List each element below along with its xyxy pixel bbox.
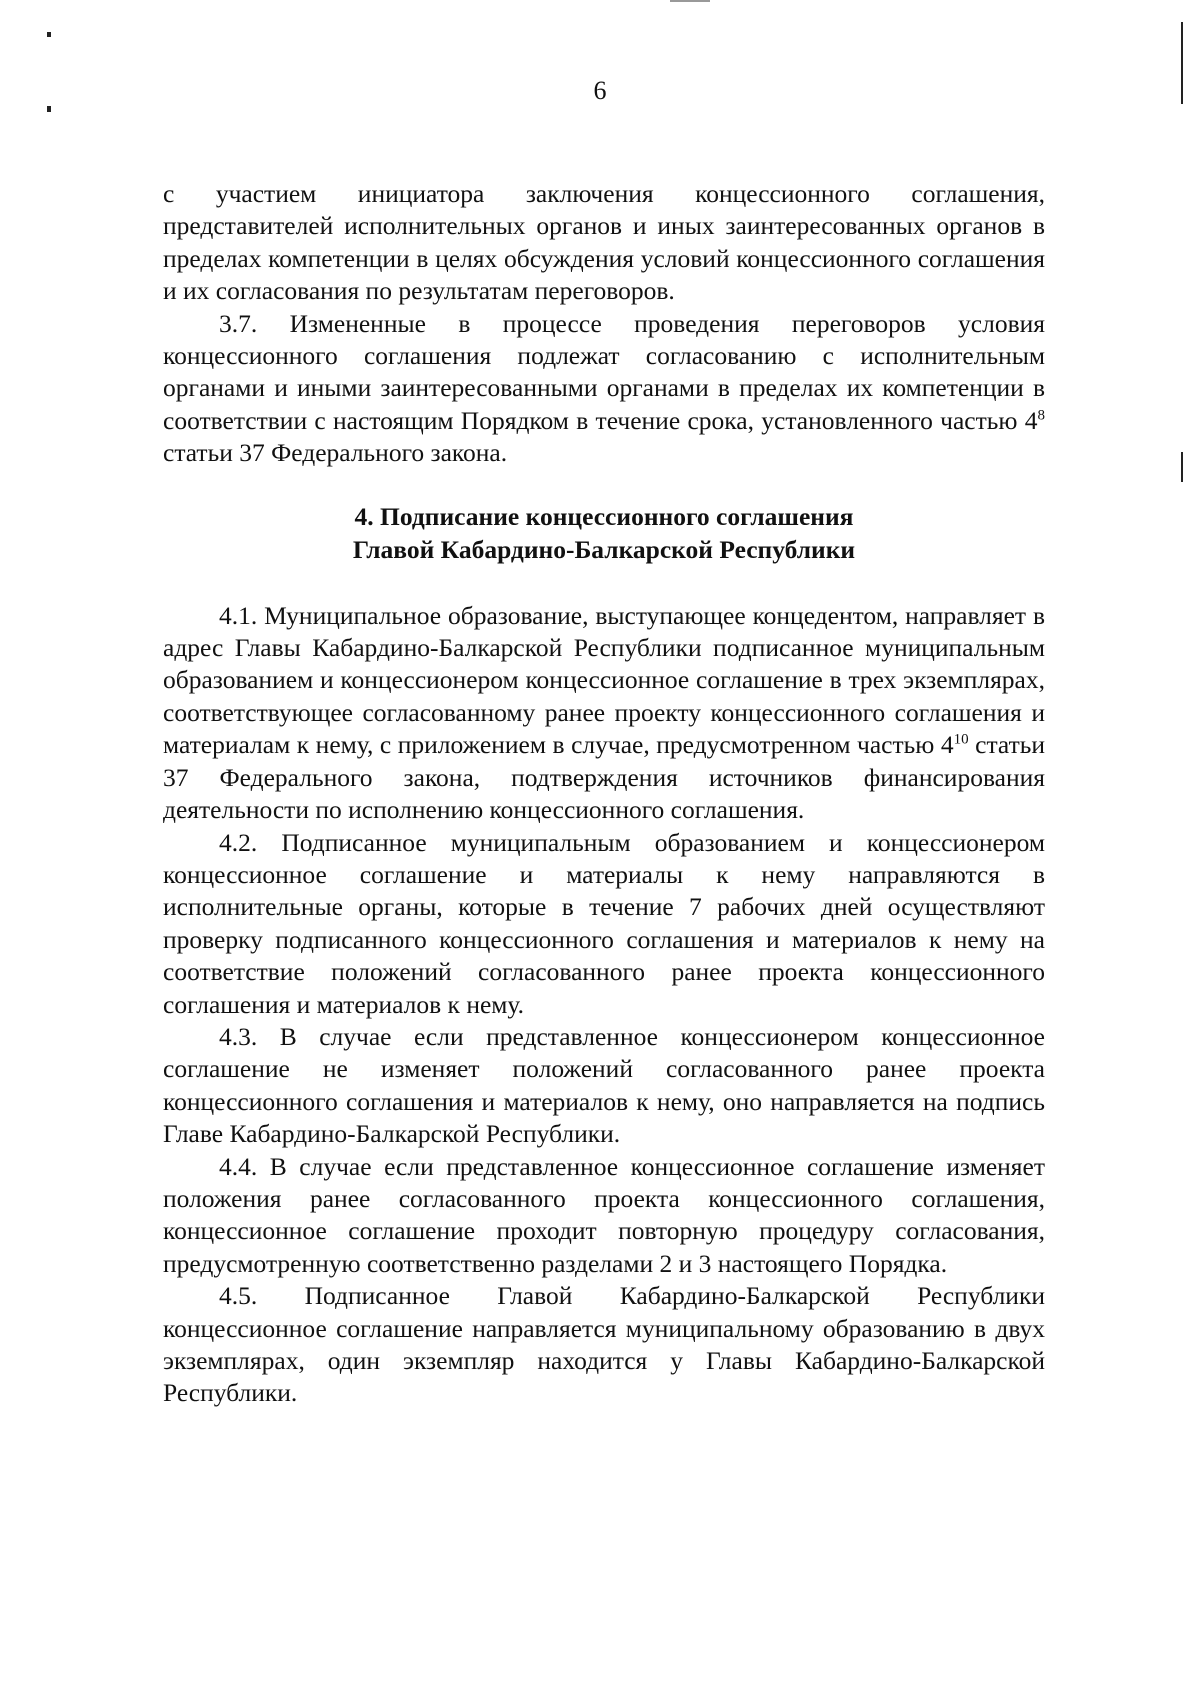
paragraph-4-1: [163, 600, 1045, 827]
paragraph-4-1-tail: статьи 37 Федерального закона, подтверждения источников финансирования деятельности по исполнению концессионного соглашения.: [163, 730, 1045, 825]
scan-mark-top: [670, 0, 710, 2]
paragraph-4-2: 4.2. Подписанное муниципальным образованием и концессионером концессионное соглашение и материалы к нему направляются в исполнительные органы, которые в течение 7 рабочих дней осуществляют проверку подписанного концессионного соглашения и материалов к нему на соответствие положений согласованного ранее проекта концессионного соглашения и материалов к нему.: [163, 827, 1045, 1019]
section-heading-line2: Главой Кабардино-Балкарской Республики: [352, 534, 856, 564]
page-number: 6: [593, 76, 607, 105]
paragraph-4-5: 4.5. Подписанное Главой Кабардино-Балкарской Республики концессионное соглашение направляется муниципальному образованию в двух экземплярах, один экземпляр находится у Главы Кабардино-Балкарской Республики.: [163, 1281, 1045, 1408]
paragraph-4-3: 4.3. В случае если представленное концессионером концессионное соглашение не изменяет положений согласованного ранее проекта концессионного соглашения и материалов к нему, оно направляется на подпись Главе Кабардино-Балкарской Республики.: [163, 1021, 1045, 1149]
scan-mark-left-2: [47, 106, 51, 112]
paragraph-3-7-tail: статьи 37 Федерального закона.: [163, 438, 508, 468]
superscript-8: 8: [1037, 407, 1045, 424]
document-body: [163, 178, 1045, 1410]
paragraph-3-7: [163, 308, 1045, 470]
scan-mark-left-1: [47, 32, 51, 37]
scan-mark-right-2: [1181, 452, 1183, 482]
paragraph-4-1-text: 4.1. Муниципальное образование, выступающее концедентом, направляет в адрес Главы Кабардино-Балкарской Республики подписанное муниципальным образованием и концессионером концессионное соглашение в трех экземплярах, соответствующее согласованному ранее проекту концессионного соглашения и материалам к нему, с приложением в случае, предусмотренном частью 4: [163, 600, 1045, 760]
paragraph-4-4: 4.4. В случае если представленное концессионное соглашение изменяет положения ранее согласованного проекта концессионного соглашения, концессионное соглашение проходит повторную процедуру согласования, предусмотренную соответственно разделами 2 и 3 настоящего Порядка.: [163, 1151, 1045, 1278]
paragraph-continuation: с участием инициатора заключения концессионного соглашения, представителей исполнительных органов и иных заинтересованных органов в пределах компетенции в целях обсуждения условий концессионного соглашения и их согласования по результатам переговоров.: [163, 179, 1045, 306]
section-heading: [163, 500, 1045, 566]
section-heading-line1: 4. Подписание концессионного соглашения: [354, 501, 854, 531]
superscript-10: 10: [953, 731, 969, 748]
paragraph-3-7-text: 3.7. Измененные в процессе проведения переговоров условия концессионного соглашения подлежат согласованию с исполнительным органами и иными заинтересованными органами в пределах их компетенции в соответствии с настоящим Порядком в течение срока, установленного частью 4: [163, 308, 1045, 435]
